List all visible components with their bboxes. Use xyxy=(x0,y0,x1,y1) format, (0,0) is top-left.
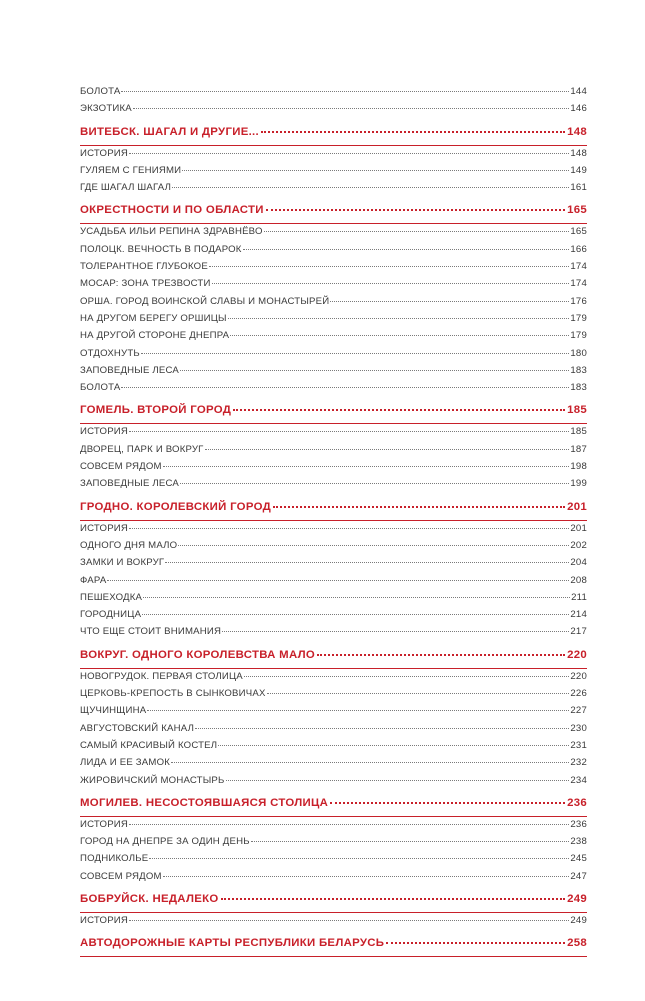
entry-title: ФАРА xyxy=(80,574,107,586)
entry-title: ГОРОД НА ДНЕПРЕ ЗА ОДИН ДЕНЬ xyxy=(80,836,250,848)
dot-leader xyxy=(180,363,569,371)
entry-title: ЭКЗОТИКА xyxy=(80,103,132,115)
dot-leader xyxy=(386,934,565,944)
dot-leader xyxy=(330,794,565,804)
page-number: 226 xyxy=(570,688,587,700)
page-number: 204 xyxy=(570,557,587,569)
page-number: 148 xyxy=(570,147,587,159)
entry-title: СОВСЕМ РЯДОМ xyxy=(80,461,162,473)
toc-entry[interactable] xyxy=(80,103,587,120)
entry-title: ДВОРЕЦ, ПАРК И ВОКРУГ xyxy=(80,443,204,455)
page-number: 180 xyxy=(570,347,587,359)
page-number: 199 xyxy=(570,478,587,490)
page-number: 187 xyxy=(570,443,587,455)
dot-leader xyxy=(129,913,569,921)
entry-title: НА ДРУГОЙ СТОРОНЕ ДНЕПРА xyxy=(80,330,230,342)
page-number: 202 xyxy=(570,539,587,551)
dot-leader xyxy=(251,834,570,842)
dot-leader xyxy=(317,646,565,656)
dot-leader xyxy=(121,84,569,92)
page-number: 232 xyxy=(570,757,587,769)
dot-leader xyxy=(171,755,569,763)
section-title: БОБРУЙСК. НЕДАЛЕКО xyxy=(80,892,219,905)
dot-leader xyxy=(221,890,566,900)
page-number: 249 xyxy=(567,892,587,905)
section-title: ГРОДНО. КОРОЛЕВСКИЙ ГОРОД xyxy=(80,500,272,513)
dot-leader xyxy=(129,424,569,432)
entry-title: БОЛОТА xyxy=(80,86,121,97)
entry-title: ОДНОГО ДНЯ МАЛО xyxy=(80,539,178,551)
dot-leader xyxy=(143,590,570,598)
dot-leader xyxy=(147,703,569,711)
table-of-contents xyxy=(80,86,587,959)
page-number: 146 xyxy=(570,103,587,115)
page-number: 220 xyxy=(570,670,587,682)
toc-section-heading[interactable] xyxy=(80,648,587,669)
entry-title: ОРША. ГОРОД ВОИНСКОЙ СЛАВЫ И МОНАСТЫРЕЙ xyxy=(80,295,330,307)
entry-title: МОСАР: ЗОНА ТРЕЗВОСТИ xyxy=(80,278,211,290)
page-number: 230 xyxy=(570,722,587,734)
page-number: 201 xyxy=(567,500,587,513)
toc-entry[interactable] xyxy=(80,871,587,888)
page-number: 198 xyxy=(570,461,587,473)
entry-title: АВГУСТОВСКИЙ КАНАЛ xyxy=(80,722,195,734)
page-number: 165 xyxy=(567,204,587,217)
page-number: 217 xyxy=(570,626,587,638)
page-number: 148 xyxy=(567,125,587,138)
dot-leader xyxy=(218,738,569,746)
dot-leader xyxy=(222,624,569,632)
entry-title: СОВСЕМ РЯДОМ xyxy=(80,870,162,882)
dot-leader xyxy=(226,773,570,781)
dot-leader xyxy=(180,476,569,484)
dot-leader xyxy=(244,669,569,677)
page-number: 231 xyxy=(570,739,587,751)
page-number: 208 xyxy=(570,574,587,586)
page-number: 214 xyxy=(570,609,587,621)
page-number: 238 xyxy=(570,836,587,848)
toc-section-heading[interactable] xyxy=(80,403,587,424)
dot-leader xyxy=(264,224,570,232)
dot-leader xyxy=(243,242,570,250)
page-number: 174 xyxy=(570,278,587,290)
section-title: ОКРЕСТНОСТИ И ПО ОБЛАСТИ xyxy=(80,204,264,217)
section-title: ВОКРУГ. ОДНОГО КОРОЛЕВСТВА МАЛО xyxy=(80,648,316,661)
dot-leader xyxy=(165,555,569,563)
dot-leader xyxy=(205,442,570,450)
dot-leader xyxy=(178,538,569,546)
toc-section-heading[interactable] xyxy=(80,796,587,817)
entry-title: ИСТОРИЯ xyxy=(80,914,129,926)
entry-title: НОВОГРУДОК. ПЕРВАЯ СТОЛИЦА xyxy=(80,670,243,682)
page-number: 166 xyxy=(570,243,587,255)
page-number: 183 xyxy=(570,382,587,394)
section-title: ВИТЕБСК. ШАГАЛ И ДРУГИЕ... xyxy=(80,125,259,138)
page-number: 165 xyxy=(570,226,587,238)
toc-section-heading[interactable] xyxy=(80,936,587,957)
page-number: 185 xyxy=(567,404,587,417)
toc-entry[interactable] xyxy=(80,478,587,495)
dot-leader xyxy=(163,459,570,467)
page-number: 236 xyxy=(567,796,587,809)
entry-title: ЛИДА И ЕЕ ЗАМОК xyxy=(80,757,171,769)
entry-title: ПЕШЕХОДКА xyxy=(80,591,143,603)
toc-section-heading[interactable] xyxy=(80,892,587,913)
page-number: 258 xyxy=(567,937,587,950)
entry-title: ИСТОРИЯ xyxy=(80,522,129,534)
entry-title: ГОРОДНИЦА xyxy=(80,609,142,621)
dot-leader xyxy=(330,294,569,302)
dot-leader xyxy=(107,573,569,581)
page-number: 161 xyxy=(570,182,587,194)
dot-leader xyxy=(195,721,569,729)
dot-leader xyxy=(133,101,570,109)
dot-leader xyxy=(212,276,570,284)
entry-title: БОЛОТА xyxy=(80,382,121,394)
toc-entry[interactable] xyxy=(80,626,587,643)
toc-entry[interactable] xyxy=(80,382,587,399)
dot-leader xyxy=(233,401,565,411)
toc-section-heading[interactable] xyxy=(80,125,587,146)
dot-leader xyxy=(261,123,565,133)
entry-title: ЗАПОВЕДНЫЕ ЛЕСА xyxy=(80,364,180,376)
page-number: 174 xyxy=(570,261,587,273)
dot-leader xyxy=(129,521,569,529)
dot-leader xyxy=(228,311,570,319)
page-number: 179 xyxy=(570,330,587,342)
page-number: 249 xyxy=(570,914,587,926)
entry-title: САМЫЙ КРАСИВЫЙ КОСТЕЛ xyxy=(80,739,218,751)
page-number: 211 xyxy=(571,591,587,603)
entry-title: УСАДЬБА ИЛЬИ РЕПИНА ЗДРАВНЁВО xyxy=(80,226,263,238)
page-number: 185 xyxy=(570,426,587,438)
dot-leader xyxy=(273,498,565,508)
toc-entry[interactable] xyxy=(80,915,587,932)
dot-leader xyxy=(129,817,569,825)
page-number: 149 xyxy=(570,164,587,176)
entry-title: ГУЛЯЕМ С ГЕНИЯМИ xyxy=(80,164,182,176)
toc-section-heading[interactable] xyxy=(80,203,587,224)
dot-leader xyxy=(142,607,569,615)
dot-leader xyxy=(172,180,569,188)
section-title: ГОМЕЛЬ. ВТОРОЙ ГОРОД xyxy=(80,404,232,417)
entry-title: ЖИРОВИЧСКИЙ МОНАСТЫРЬ xyxy=(80,774,225,786)
entry-title: ПОДНИКОЛЬЕ xyxy=(80,853,149,865)
entry-title: ГДЕ ШАГАЛ ШАГАЛ xyxy=(80,182,172,194)
section-title: МОГИЛЕВ. НЕСОСТОЯВШАЯСЯ СТОЛИЦА xyxy=(80,796,329,809)
entry-title: ЗАМКИ И ВОКРУГ xyxy=(80,557,165,569)
page-number: 227 xyxy=(570,705,587,717)
toc-entry[interactable] xyxy=(80,182,587,199)
entry-title: ИСТОРИЯ xyxy=(80,147,129,159)
entry-title: ТОЛЕРАНТНОЕ ГЛУБОКОЕ xyxy=(80,261,208,273)
entry-title: ИСТОРИЯ xyxy=(80,818,129,830)
entry-title: ПОЛОЦК. ВЕЧНОСТЬ В ПОДАРОК xyxy=(80,243,242,255)
section-title: АВТОДОРОЖНЫЕ КАРТЫ РЕСПУБЛИКИ БЕЛАРУСЬ xyxy=(80,937,385,950)
entry-title: ИСТОРИЯ xyxy=(80,426,129,438)
page-number: 144 xyxy=(570,86,587,97)
page-number: 245 xyxy=(570,853,587,865)
page-number: 247 xyxy=(570,870,587,882)
dot-leader xyxy=(267,686,570,694)
entry-title: ЗАПОВЕДНЫЕ ЛЕСА xyxy=(80,478,180,490)
dot-leader xyxy=(266,201,565,211)
dot-leader xyxy=(129,146,569,154)
page-number: 236 xyxy=(570,818,587,830)
page-number: 183 xyxy=(570,364,587,376)
dot-leader xyxy=(163,869,570,877)
page-number: 234 xyxy=(570,774,587,786)
toc-section-heading[interactable] xyxy=(80,500,587,521)
entry-title: НА ДРУГОМ БЕРЕГУ ОРШИЦЫ xyxy=(80,312,227,324)
entry-title: ЧТО ЕЩЕ СТОИТ ВНИМАНИЯ xyxy=(80,626,222,638)
page-number: 179 xyxy=(570,312,587,324)
dot-leader xyxy=(209,259,569,267)
dot-leader xyxy=(121,380,569,388)
page-number: 201 xyxy=(570,522,587,534)
entry-title: ЩУЧИНЩИНА xyxy=(80,705,147,717)
page-number: 220 xyxy=(567,648,587,661)
dot-leader xyxy=(149,851,569,859)
page-number: 176 xyxy=(570,295,587,307)
entry-title: ОТДОХНУТЬ xyxy=(80,347,140,359)
dot-leader xyxy=(141,346,569,354)
toc-entry[interactable] xyxy=(80,775,587,792)
dot-leader xyxy=(182,163,569,171)
dot-leader xyxy=(230,328,569,336)
entry-title: ЦЕРКОВЬ-КРЕПОСТЬ В СЫНКОВИЧАХ xyxy=(80,688,266,700)
